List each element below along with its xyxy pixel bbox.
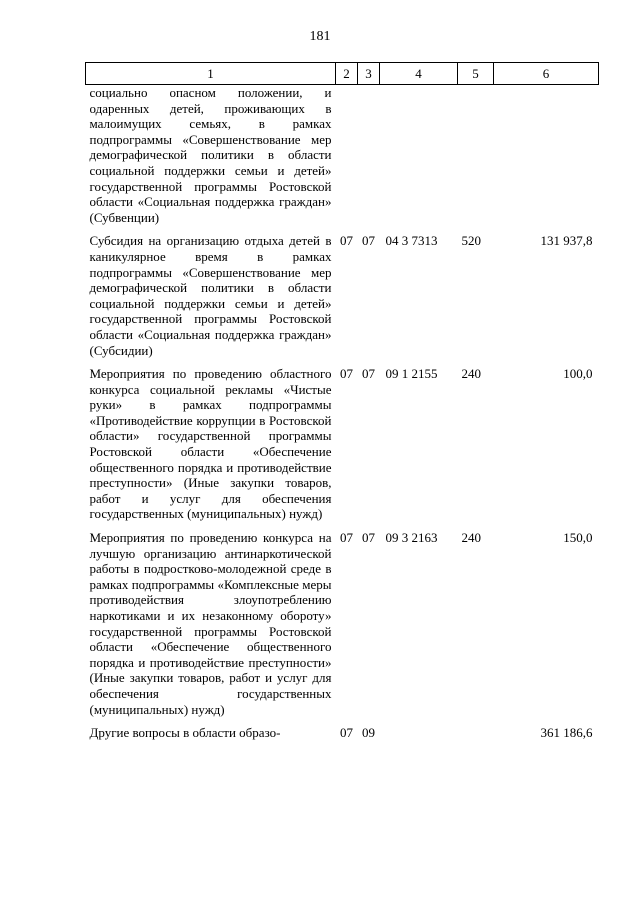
header-col-1: 1: [86, 63, 336, 85]
row-target-code: [380, 717, 458, 741]
row-description: социально опасном положении, и одаренных детей, проживающих в малоимущих семьях, в рамках подпрограммы «Совершенствование мер демографической политики в области социальной поддержки семьи и детей» государственной программы Ростовской области «Социальная поддержка граждан» (Субвенции): [89, 85, 332, 225]
row-section: [336, 85, 358, 226]
row-target-code: 09 1 2155: [385, 366, 438, 382]
row-expense-type: [458, 85, 494, 226]
table-row: [86, 85, 599, 226]
header-col-2: 2: [336, 63, 358, 85]
row-target-code: [380, 85, 458, 226]
row-section: 07: [340, 366, 353, 382]
row-subsection: [358, 85, 380, 226]
row-expense-type: [458, 717, 494, 741]
budget-table: [85, 62, 599, 741]
row-expense-type: 520: [461, 233, 481, 249]
row-subsection: 09: [362, 725, 375, 741]
row-target-code: 09 3 2163: [385, 530, 438, 546]
row-description: Субсидия на организацию отдыха детей в каникулярное время в рамках подпрограммы «Совершенствование мер демографической политики в области социальной поддержки семьи и детей» государственной программы Ростовской области «Социальная поддержка граждан» (Субсидии): [89, 233, 332, 358]
table-row: [86, 358, 599, 522]
row-expense-type: 240: [461, 530, 481, 546]
page-number: 181: [309, 29, 331, 44]
table-row: [86, 225, 599, 358]
table-row: [86, 522, 599, 717]
header-col-6: 6: [494, 63, 599, 85]
header-col-5: 5: [458, 63, 494, 85]
header-col-3: 3: [358, 63, 380, 85]
row-amount: 131 937,8: [540, 233, 593, 249]
row-section: 07: [340, 530, 353, 546]
row-subsection: 07: [362, 233, 375, 249]
header-col-4: 4: [380, 63, 458, 85]
table-row: [86, 717, 599, 741]
row-expense-type: 240: [461, 366, 481, 382]
row-subsection: 07: [362, 530, 375, 546]
row-amount: 100,0: [563, 366, 593, 382]
row-section: 07: [340, 233, 353, 249]
row-amount: 150,0: [563, 530, 593, 546]
table-header: [86, 63, 599, 85]
row-amount: 361 186,6: [540, 725, 593, 741]
row-description: Другие вопросы в области образо-: [89, 725, 281, 741]
row-subsection: 07: [362, 366, 375, 382]
row-description: Мероприятия по проведению конкурса на лучшую организацию антинаркотической работы в подростково-молодежной среде в рамках подпрограммы «Комплексные меры противодействия злоупотреблению наркотиками и их незаконному обороту» государственной программы Ростовской области «Обеспечение общественного порядка и противодействие преступности» (Иные закупки товаров, работ и услуг для обеспечения государственных (муниципальных) нужд): [89, 530, 332, 717]
row-amount: [494, 85, 599, 226]
row-description: Мероприятия по проведению областного конкурса социальной рекламы «Чистые руки» в рамках подпрограммы «Противодействие коррупции в Ростовской области» государственной программы Ростовской области «Обеспечение общественного порядка и противодействие преступности» (Иные закупки товаров, работ и услуг для обеспечения государственных (муниципальных) нужд): [89, 366, 332, 522]
row-target-code: 04 3 7313: [385, 233, 438, 249]
row-section: 07: [340, 725, 353, 741]
